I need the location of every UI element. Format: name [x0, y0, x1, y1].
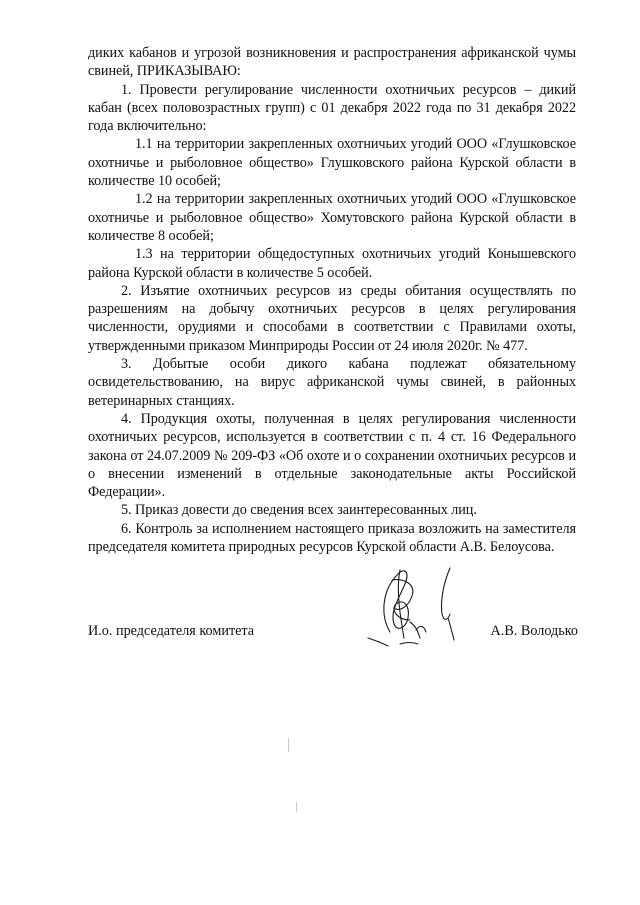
document-body — [88, 44, 576, 556]
signer-name: А.В. Володько — [490, 623, 578, 639]
signer-title: И.о. председателя комитета — [88, 623, 255, 639]
paragraph-item-1-3: 1.3 на территории общедоступных охотничьих угодий Конышевского района Курской области в количестве 5 особей. — [88, 246, 576, 281]
scan-artifact — [296, 802, 297, 812]
scan-artifact — [288, 738, 289, 752]
paragraph-item-1-2: 1.2 на территории закрепленных охотничьих угодий ООО «Глушковское охотничье и рыболовное общество» Хомутовского района Курской области в количестве 8 особей; — [88, 191, 576, 244]
signature-block — [88, 623, 578, 643]
paragraph-intro: диких кабанов и угрозой возникновения и распространения африканской чумы свиней, ПРИКАЗЫВАЮ: — [88, 45, 576, 80]
paragraph-item-5: 5. Приказ довести до сведения всех заинтересованных лиц. — [121, 502, 477, 519]
paragraph-item-3: 3. Добытые особи дикого кабана подлежат обязательному освидетельствованию, на вирус африканской чумы свиней, в районных ветеринарных станциях. — [88, 356, 576, 409]
paragraph-item-4: 4. Продукция охоты, полученная в целях регулирования численности охотничьих ресурсов, используется в соответствии с п. 4 ст. 16 Федерального закона от 24.07.2009 № 209-ФЗ «Об охоте и о сохранении охотничьих ресурсов и о внесении изменений в отдельные законодательные акты Российской Федерации». — [88, 410, 576, 501]
paragraph-item-2: 2. Изъятие охотничьих ресурсов из среды обитания осуществлять по разрешениям на добычу охотничьих ресурсов в целях регулирования численности, орудиями и способами в соответствии с Правилами охоты, утвержденными приказом Минприроды России от 24 июля 2020г. № 477. — [88, 282, 576, 354]
paragraph-item-6: 6. Контроль за исполнением настоящего приказа возложить на заместителя председателя комитета природных ресурсов Курской области А.В. Белоусова. — [88, 520, 576, 556]
paragraph-item-1-1: 1.1 на территории закрепленных охотничьих угодий ООО «Глушковское охотничье и рыболовное общество» Глушковского района Курской области в количестве 10 особей; — [88, 136, 576, 190]
paragraph-item-1: 1. Провести регулирование численности охотничьих ресурсов – дикий кабан (всех половозрастных групп) с 01 декабря 2022 года по 31 декабря 2022 года включительно: — [88, 81, 576, 135]
